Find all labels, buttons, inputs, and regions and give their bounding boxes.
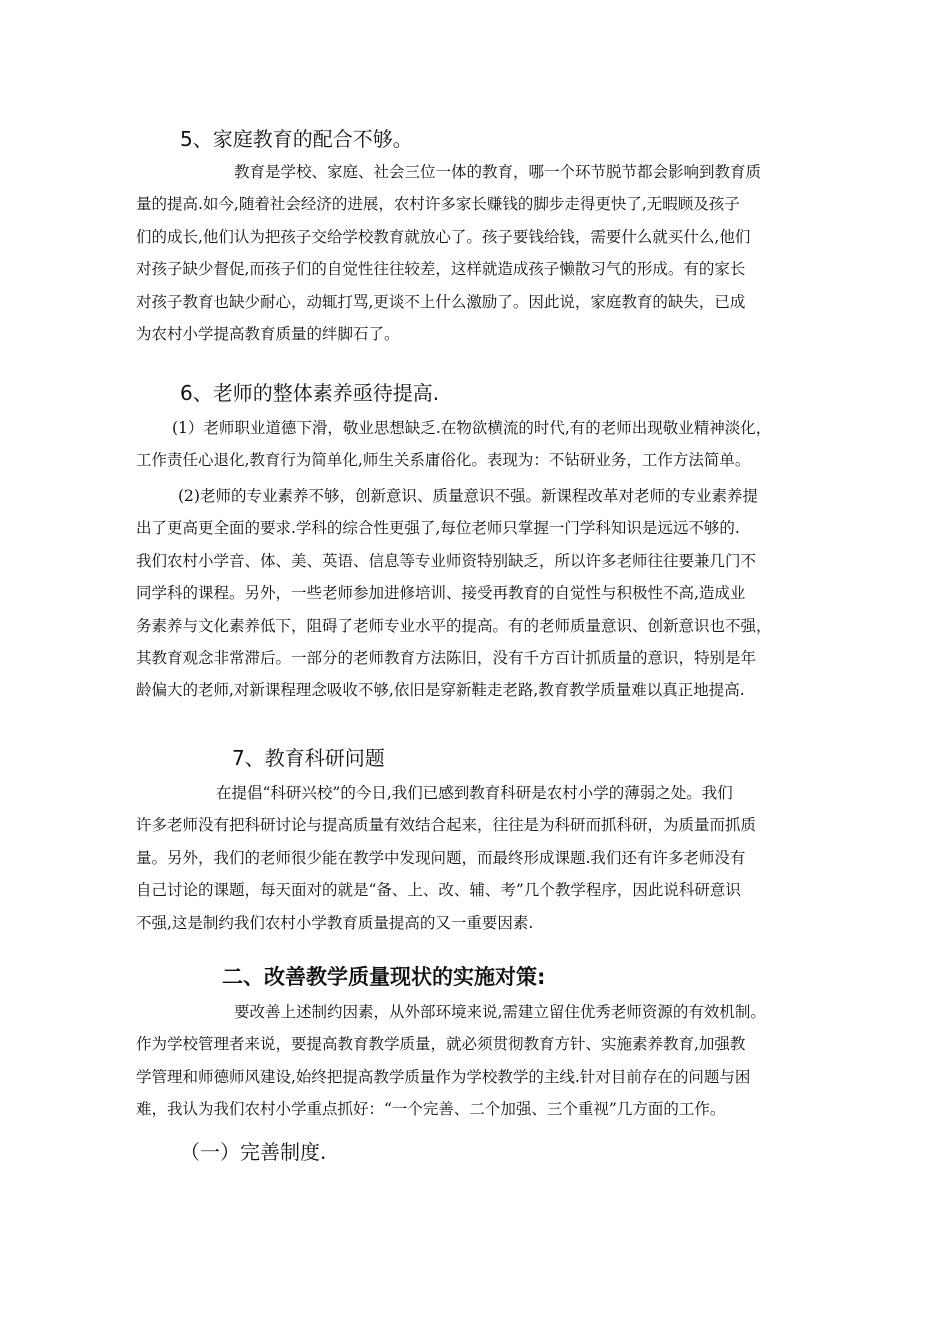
text-line: 务素养与文化素养低下，阻碍了老师专业水平的提高。有的老师质量意识、创新意识也不强，: [136, 616, 772, 635]
text-line: 我们农村小学音、体、美、英语、信息等专业师资特别缺乏，所以许多老师往往要兼几门不: [136, 551, 757, 570]
text-line: 们的成长,他们认为把孩子交给学校教育就放心了。孩子要钱给钱，需要什么就买什么,他们: [136, 227, 751, 246]
text-line: 作为学校管理者来说，要提高教育教学质量，就必须贯彻教育方针、实施素养教育,加强教: [136, 1035, 746, 1054]
text-line: (2)老师的专业素养不够，创新意识、质量意识不强。新课程改革对老师的专业素养提: [178, 487, 758, 505]
heading-part-two: 二、改善教学质量现状的实施对策:: [222, 965, 546, 989]
heading-section-7: 7、教育科研问题: [232, 746, 385, 770]
text-line: 量。另外，我们的老师很少能在教学中发现问题，而最终形成课题.我们还有许多老师没有: [136, 848, 746, 867]
text-line: 龄偏大的老师,对新课程理念吸收不够,依旧是穿新鞋走老路,教育教学质量难以真正地提高.: [136, 681, 745, 700]
heading-section-5: 5、家庭教育的配合不够。: [180, 127, 413, 151]
text-line: 学管理和师德师风建设,始终把提高教学质量作为学校教学的主线.针对目前存在的问题与困: [136, 1067, 751, 1086]
text-line: 自己讨论的课题，每天面对的就是“备、上、改、辅、考”几个教学程序，因此说科研意识: [136, 881, 741, 900]
text-line: 工作责任心退化,教育行为简单化,师生关系庸俗化。表现为：不钻研业务，工作方法简单。: [136, 451, 751, 470]
text-line: 对孩子教育也缺少耐心，动辄打骂,更谈不上什么激励了。因此说，家庭教育的缺失，已成: [136, 292, 746, 311]
text-line: 其教育观念非常滞后。一部分的老师教育方法陈旧，没有千方百计抓质量的意识，特别是年: [136, 648, 757, 667]
text-line: 不强,这是制约我们农村小学教育质量提高的又一重要因素.: [136, 913, 534, 932]
paragraph-family-education: [136, 156, 826, 350]
text-line: 出了更高更全面的要求.学科的综合性更强了,每位老师只掌握一门学科知识是远远不够的.: [136, 519, 740, 538]
text-line: 要改善上述制约因素，从外部环境来说,需建立留住优秀老师资源的有效机制。: [234, 1003, 766, 1021]
text-line: 同学科的课程。另外，一些老师参加进修培训、接受再教育的自觉性与积极性不高,造成业: [136, 584, 746, 603]
paragraph-research: [136, 777, 826, 939]
text-line: 对孩子缺少督促,而孩子们的自觉性往往较差，这样就造成孩子懒散习气的形成。有的家长: [136, 260, 746, 279]
text-line: 许多老师没有把科研讨论与提高质量有效结合起来，往往是为科研而抓科研，为质量而抓质: [136, 816, 757, 835]
text-line: 在提倡“科研兴校”的今日,我们已感到教育科研是农村小学的薄弱之处。我们: [216, 784, 733, 802]
paragraph-teacher-ethics: [136, 412, 826, 477]
heading-subsection-one: （一）完善制度.: [180, 1140, 327, 1164]
paragraph-strategy: [136, 996, 826, 1126]
text-line: (1）老师职业道德下滑，敬业思想缺乏.在物欲横流的时代,有的老师出现敬业精神淡化，: [172, 419, 772, 437]
text-line: 为农村小学提高教育质量的绊脚石了。: [136, 324, 400, 343]
heading-section-6: 6、老师的整体素养亟待提高.: [180, 381, 440, 405]
text-line: 量的提高.如今,随着社会经济的进展，农村许多家长赚钱的脚步走得更快了,无暇顾及孩子: [136, 195, 740, 214]
text-line: 难，我认为我们农村小学重点抓好：“一个完善、二个加强、三个重视”几方面的工作。: [136, 1100, 726, 1119]
text-line: 教育是学校、家庭、社会三位一体的教育，哪一个环节脱节都会影响到教育质: [234, 163, 762, 181]
paragraph-teacher-professional: [136, 480, 826, 707]
